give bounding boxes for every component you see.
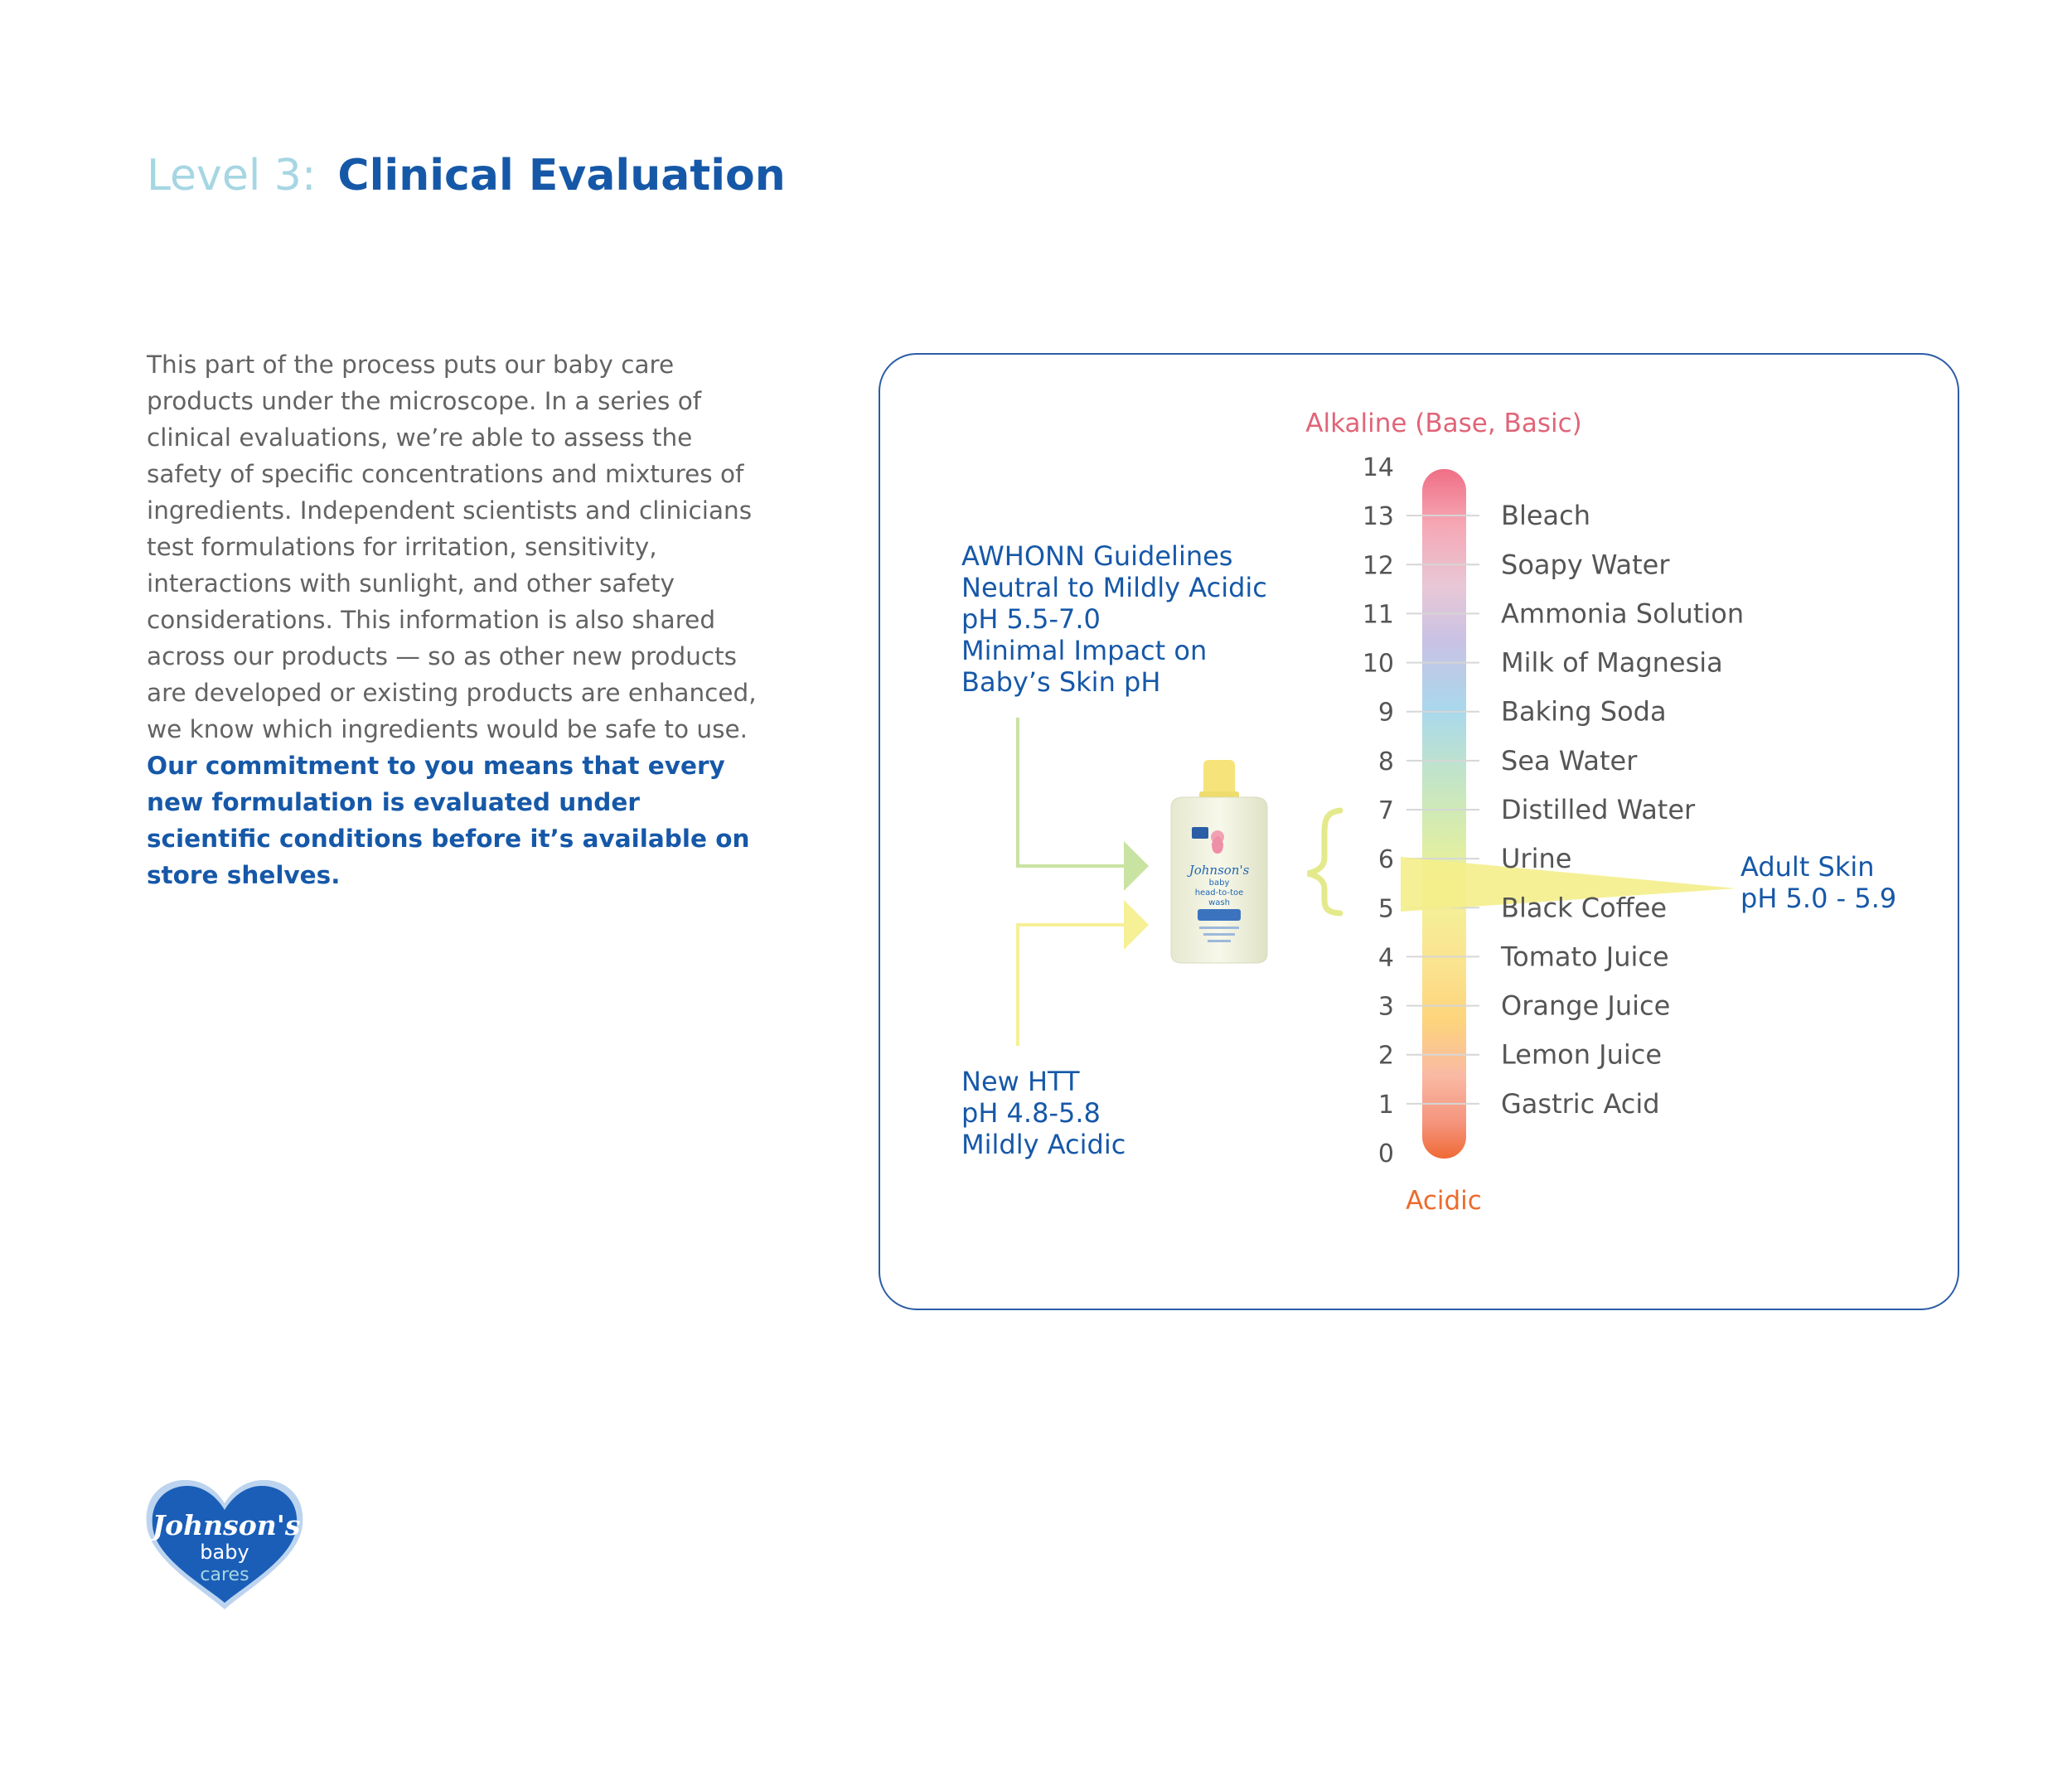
htt-note: [961, 1066, 1126, 1160]
adult-skin-line: pH 5.0 - 5.9: [1740, 883, 1897, 914]
ph-tick-label: 13: [1362, 502, 1394, 532]
ph-tick-label: 10: [1362, 649, 1394, 679]
substance-label: Black Coffee: [1501, 892, 1668, 924]
range-brace: [1308, 810, 1340, 913]
logo-line1: baby: [200, 1541, 249, 1564]
substance-label: Baking Soda: [1501, 695, 1667, 728]
htt-line: Mildly Acidic: [961, 1129, 1126, 1160]
awhonn-arrow: [1018, 718, 1149, 891]
awhonn-line: Minimal Impact on: [961, 635, 1208, 666]
alkaline-label: Alkaline (Base, Basic): [1305, 409, 1582, 438]
substance-label: Lemon Juice: [1501, 1038, 1663, 1071]
htt-line: New HTT: [961, 1066, 1080, 1097]
substance-label: Ammonia Solution: [1501, 598, 1745, 630]
awhonn-line: Baby’s Skin pH: [961, 666, 1161, 698]
ph-tick-label: 12: [1362, 551, 1394, 581]
substance-label: Tomato Juice: [1501, 941, 1669, 973]
bottle-line1: baby: [1208, 878, 1230, 888]
awhonn-line: pH 5.5-7.0: [961, 603, 1101, 635]
ph-tick-label: 14: [1362, 453, 1394, 482]
substance-label: Distilled Water: [1501, 794, 1696, 825]
substance-label: Milk of Magnesia: [1501, 646, 1723, 679]
ph-tick-label: 7: [1377, 796, 1394, 825]
ph-tick-label: 6: [1377, 845, 1394, 875]
ph-tick-label: 0: [1377, 1139, 1394, 1168]
bottle-line2: head-to-toe: [1194, 888, 1244, 898]
htt-arrow: [1018, 900, 1149, 1046]
awhonn-line: AWHONN Guidelines: [961, 540, 1233, 572]
ph-tick-label: 2: [1377, 1041, 1394, 1071]
intro-paragraph: This part of the process puts our baby care products under the microscope. In a series of clinical evaluations, we’re able to assess the safety of specific concentrations and mixtures of ingredients. Independent scientists and clinicians test formulations for irritation, sensitivity, interactions with sunlight, and other safety considerations. This information is also shared across our products — so as other new products are developed or existing products are enhanced, we know which ingredients would be safe to use.: [147, 351, 757, 743]
ph-tick-label: 1: [1377, 1090, 1394, 1120]
bottle-line3: wash: [1208, 898, 1230, 907]
substance-label: Urine: [1501, 843, 1572, 875]
substance-label: Orange Juice: [1501, 989, 1671, 1022]
awhonn-note: [961, 540, 1267, 698]
ph-tick-label: 8: [1377, 747, 1394, 777]
substance-label: Gastric Acid: [1501, 1087, 1660, 1120]
product-bottle: [1171, 760, 1267, 963]
substance-label: Soapy Water: [1501, 549, 1670, 581]
section-title: Clinical Evaluation: [337, 151, 786, 201]
commitment-statement: Our commitment to you means that every new formulation is evaluated under scientific conditions before it’s available on store shelves.: [147, 752, 750, 889]
johnsons-baby-cares-logo: [143, 1477, 306, 1611]
level-label: Level 3:: [147, 151, 317, 201]
awhonn-line: Neutral to Mildly Acidic: [961, 572, 1267, 603]
substance-label: Sea Water: [1501, 744, 1638, 777]
ph-tick-label: 3: [1377, 992, 1394, 1022]
logo-brand: Johnson's: [152, 1509, 301, 1541]
ph-tick-label: 5: [1377, 894, 1394, 924]
acidic-label: Acidic: [1406, 1186, 1482, 1216]
adult-skin-note: [1740, 851, 1896, 914]
logo-line2: cares: [200, 1565, 249, 1585]
substance-label: Bleach: [1501, 500, 1591, 532]
ph-tick-label: 9: [1377, 698, 1394, 728]
ph-tick-label: 4: [1377, 943, 1394, 973]
adult-skin-line: Adult Skin: [1740, 851, 1875, 883]
ph-tick-label: 11: [1362, 600, 1394, 630]
bottle-brand: Johnson's: [1188, 863, 1250, 878]
htt-line: pH 4.8-5.8: [961, 1097, 1101, 1129]
